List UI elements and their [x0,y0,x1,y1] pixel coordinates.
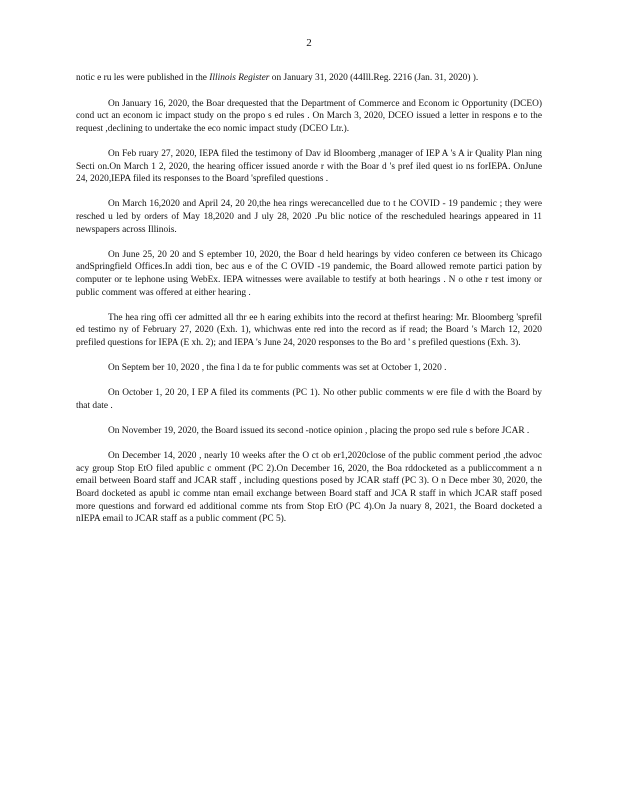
paragraph-late-comments: On December 14, 2020 , nearly 10 weeks after the O ct ob er1,2020close of the public comment period ,the advoc acy group Stop EtO filed apublic c omment (PC 2).On December 16, 2020, the Boa rddocketed as a publiccomment a n email between Board staff and JCAR staff , including questions posed by JCAR staff (PC 3). O n Dece mber 30, 2020, the Board docketed as apubl ic comme ntan email exchange between Board staff and JCA R staff in which JCAR staff posed more questions and forward ed additional comme nts from Stop EtO (PC 4).On Ja nuary 8, 2021, the Board docketed a nIEPA email to JCAR staff as a public comment (PC 5). [76,451,542,525]
paragraph-hearings-rescheduled: On March 16,2020 and April 24, 20 20,the hea rings werecancelled due to t he COVID - 19 pandemic ; they were resched u led by orders of May 18,2020 and J uly 28, 2020 .Pu blic notice of the rescheduled hearings appeared in 11 newspapers across Illinois. [76,199,542,235]
paragraph-exhibits: The hea ring offi cer admitted all thr ee h earing exhibits into the record at thefirst hearing: Mr. Bloomberg 'sprefil ed testimo ny of February 27, 2020 (Exh. 1), whichwas ente red into the record as if read; the Board 's March 12, 2020 prefiled questions for IEPA (E xh. 2); and IEPA 's June 24, 2020 responses to the Bo ard ' s prefiled questions (Exh. 3). [76,312,542,348]
opening-text-end: on January 31, 2020 (44Ill.Reg. 2216 (Jan. 31, 2020) ). [269,73,479,83]
journal-name: Illinois Register [209,73,270,83]
paragraph-video-hearings: On June 25, 20 20 and S eptember 10, 2020, the Boar d held hearings by video conferen ce between its Chicago andSpringfield Offices.In addi tion, bec aus e of the C OVID -19 pandemic, the Board allowed remote partici pation by computer or te lephone using WebEx. IEPA witnesses were available to testify at both hearings . N o othe r test imony or public comment was offered at either hearing . [76,249,542,298]
document-body [76,72,542,538]
paragraph-testimony: On Feb ruary 27, 2020, IEPA filed the testimony of Dav id Bloomberg ,manager of IEP A 's A ir Quality Plan ning Secti on.On March 1 2, 2020, the hearing officer issued anorde r with the Boar d 's pref iled quest io ns forIEPA. OnJune 24, 2020,IEPA filed its responses to the Board 'sprefiled questions . [76,148,542,185]
page-number: 2 [306,37,312,49]
paragraph-second-notice: On November 19, 2020, the Board issued its second -notice opinion , placing the propo sed rule s before JCAR . [108,426,530,437]
paragraph-dceo-study: On January 16, 2020, the Boar drequested that the Department of Commerce and Econom ic Opportunity (DCEO) cond uct an econom ic impact study on the propo s ed rules . On March 3, 2020, DCEO issued a letter in respons e to the request ,declining to undertake the eco nomic impact study (DCEO Ltr.). [76,98,542,134]
opening-text-start: notic e ru les were published in the [76,73,210,83]
paragraph-comment-deadline: On Septem ber 10, 2020 , the fina l da te for public comments was set at October 1, 2020 . [108,363,447,374]
opening-paragraph [76,72,542,85]
paragraph-iepa-comments: On October 1, 20 20, I EP A filed its comments (PC 1). No other public comments w ere file d with the Board by that date . [76,388,542,411]
